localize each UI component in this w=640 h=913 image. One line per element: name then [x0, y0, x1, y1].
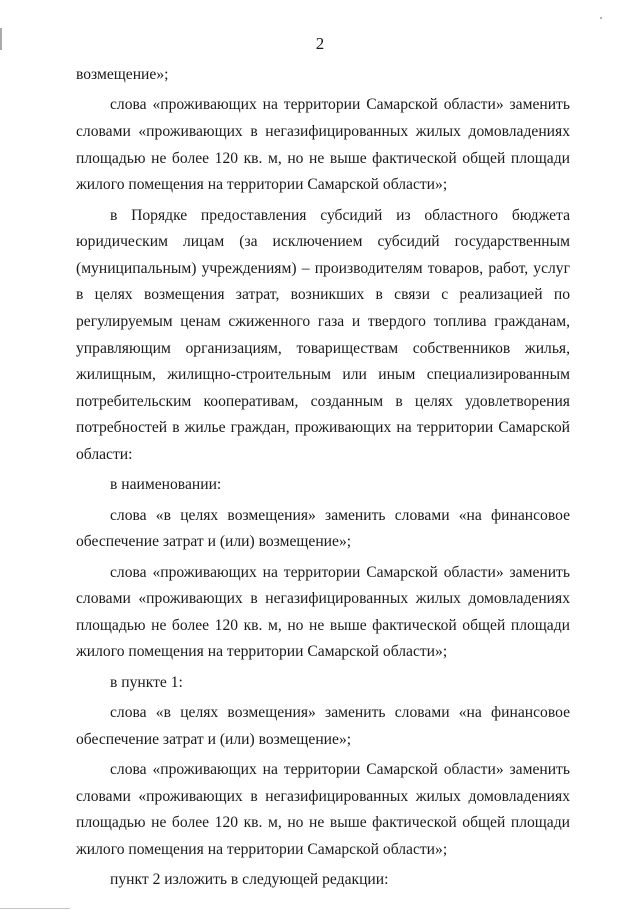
paragraph: слова «проживающих на территории Самарской области» заменить словами «проживающих в негазифицированных жилых домовладениях площадью не более 120 кв. м, но не выше фактической общей площади жилого помещения на территории Самарской области»;	[76, 761, 570, 858]
document-body	[76, 62, 570, 898]
page-number: 2	[315, 34, 325, 53]
paragraph: слова «проживающих на территории Самарской области» заменить словами «проживающих в негазифицированных жилых домовладениях площадью не более 120 кв. м, но не выше фактической общей площади жилого помещения на территории Самарской области»;	[76, 96, 570, 194]
paragraph: в наименовании:	[110, 476, 222, 494]
paragraph: пункт 2 изложить в следующей редакции:	[110, 871, 389, 889]
paragraph: слова «в целях возмещения» заменить словами «на финансовое обеспечение затрат и (или) возмещение»;	[76, 506, 570, 551]
paragraph-continuation: возмещение»;	[76, 66, 169, 83]
scan-artifact-dot	[600, 17, 602, 19]
scan-artifact-bottom	[0, 908, 70, 909]
paragraph: в Порядке предоставления субсидий из областного бюджета юридическим лицам (за исключением субсидий государственным (муниципальным) учреждениям) – производителям товаров, работ, услуг в целях возмещения затрат, возникших в связи с реализацией по регулируемым ценам сжиженного газа и твердого топлива гражданам, управляющим организациям, товариществам собственников жилья, жилищным, жилищно-строительным или иным специализированным потребительским кооперативам, созданным в целях удовлетворения потребностей в жилье граждан, проживающих на территории Самарской области:	[76, 206, 570, 463]
paragraph: слова «проживающих на территории Самарской области» заменить словами «проживающих в негазифицированных жилых домовладениях площадью не более 120 кв. м, но не выше фактической общей площади жилого помещения на территории Самарской области»;	[76, 563, 570, 661]
paragraph: в пункте 1:	[110, 673, 183, 691]
paragraph: слова «в целях возмещения» заменить словами «на финансовое обеспечение затрат и (или) возмещение»;	[76, 704, 570, 748]
